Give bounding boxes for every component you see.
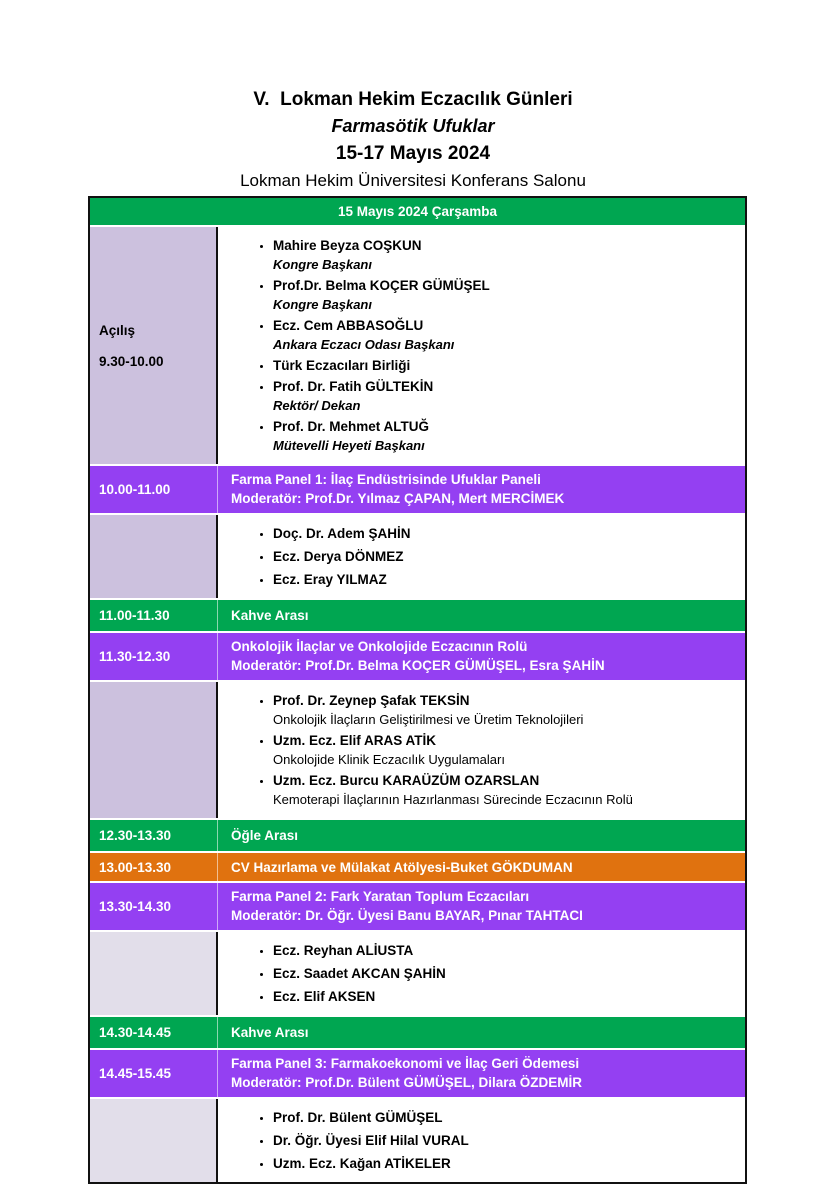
panel-title: Farma Panel 3: Farmakoekonomi ve İlaç Geri Ödemesi: [231, 1056, 580, 1071]
speaker-name: • Uzm. Ecz. Elif ARAS ATİK: [273, 733, 437, 748]
row-coffee-break-1: [90, 598, 745, 631]
content-cell: [218, 1050, 745, 1097]
content-cell: [218, 633, 745, 680]
speaker-name: • Prof. Dr. Bülent GÜMÜŞEL: [273, 1110, 443, 1125]
speaker-name: • Ecz. Elif AKSEN: [273, 989, 376, 1004]
panel-title: Farma Panel 2: Fark Yaratan Toplum Eczacıları: [231, 889, 530, 904]
time-cell: [90, 932, 218, 1015]
content-cell: [218, 1099, 745, 1182]
content-cell: [218, 515, 745, 598]
session-time: 11.00-11.30: [99, 608, 170, 623]
speaker-name: • Prof.Dr. Belma KOÇER GÜMÜŞEL: [273, 278, 490, 293]
row-panel-1: [90, 464, 745, 513]
time-cell: [90, 682, 218, 818]
break-label: Kahve Arası: [218, 600, 745, 631]
speaker-item: [273, 771, 745, 809]
speaker-list: [218, 236, 745, 455]
session-time: 14.45-15.45: [99, 1066, 172, 1081]
panel-title: Farma Panel 1: İlaç Endüstrisinde Ufuklar Paneli: [231, 472, 541, 487]
speaker-item: [273, 964, 745, 983]
row-coffee-break-2: [90, 1015, 745, 1048]
speaker-name: • Türk Eczacıları Birliği: [273, 358, 411, 373]
speaker-name: • Mahire Beyza COŞKUN: [273, 238, 422, 253]
speaker-item: [273, 547, 745, 566]
speaker-item: [273, 731, 745, 769]
time-cell: [90, 1017, 218, 1048]
time-cell: [90, 1099, 218, 1182]
panel-moderator: Moderatör: Prof.Dr. Bülent GÜMÜŞEL, Dilara ÖZDEMİR: [231, 1075, 583, 1090]
time-cell: [90, 515, 218, 598]
session-time: 9.30-10.00: [99, 353, 164, 369]
break-label: Kahve Arası: [218, 1017, 745, 1048]
speaker-item: [273, 236, 745, 274]
time-cell: [90, 227, 218, 464]
content-cell: [218, 682, 745, 818]
panel-title: Onkolojik İlaçlar ve Onkolojide Eczacının Rolü: [231, 639, 528, 654]
row-panel-3: [90, 1048, 745, 1097]
speaker-item: [273, 1154, 745, 1173]
speaker-name: • Prof. Dr. Zeynep Şafak TEKSİN: [273, 693, 470, 708]
session-time: 13.30-14.30: [99, 899, 172, 914]
speaker-item: [273, 691, 745, 729]
session-label: Açılış: [99, 322, 136, 338]
content-cell: [218, 883, 745, 930]
speaker-item: [273, 570, 745, 589]
row-panel-3-speakers: [90, 1097, 745, 1182]
row-oncology-speakers: [90, 680, 745, 818]
speaker-name: • Uzm. Ecz. Burcu KARAÜZÜM OZARSLAN: [273, 773, 540, 788]
title-block: [0, 0, 826, 194]
page-title: V. Lokman Hekim Eczacılık Günleri: [253, 89, 573, 110]
session-time: 12.30-13.30: [99, 828, 172, 843]
schedule-table: [88, 196, 747, 1184]
talk-topic: Onkolojide Klinik Eczacılık Uygulamaları: [273, 752, 505, 767]
speaker-name: • Ecz. Cem ABBASOĞLU: [273, 318, 424, 333]
row-cv-workshop: [90, 851, 745, 881]
speaker-role: Ankara Eczacı Odası Başkanı: [273, 337, 455, 352]
speaker-item: [273, 1131, 745, 1150]
page-subtitle: Farmasötik Ufuklar: [331, 116, 495, 136]
time-cell: [90, 466, 218, 513]
content-cell: [218, 227, 745, 464]
speaker-list: [218, 691, 745, 809]
speaker-item: [273, 316, 745, 354]
speaker-item: [273, 377, 745, 415]
row-lunch-break: [90, 818, 745, 851]
speaker-item: [273, 356, 745, 375]
speaker-item: [273, 276, 745, 314]
row-opening-session: [90, 225, 745, 464]
row-panel-1-speakers: [90, 513, 745, 598]
row-panel-2: [90, 881, 745, 930]
time-cell: [90, 820, 218, 851]
speaker-name: • Prof. Dr. Mehmet ALTUĞ: [273, 419, 430, 434]
speaker-list: [218, 1108, 745, 1173]
speaker-role: Mütevelli Heyeti Başkanı: [273, 438, 425, 453]
speaker-name: • Uzm. Ecz. Kağan ATİKELER: [273, 1156, 451, 1171]
talk-topic: Onkolojik İlaçların Geliştirilmesi ve Üretim Teknolojileri: [273, 712, 584, 727]
speaker-name: • Ecz. Saadet AKCAN ŞAHİN: [273, 966, 446, 981]
panel-moderator: Moderatör: Dr. Öğr. Üyesi Banu BAYAR, Pınar TAHTACI: [231, 908, 583, 923]
session-time: 13.00-13.30: [99, 859, 172, 875]
speaker-item: [273, 417, 745, 455]
speaker-role: Kongre Başkanı: [273, 297, 372, 312]
session-time: 10.00-11.00: [99, 482, 171, 497]
row-oncology-session: [90, 631, 745, 680]
time-cell: [90, 600, 218, 631]
time-cell: [90, 1050, 218, 1097]
talk-topic: Kemoterapi İlaçlarının Hazırlanması Sürecinde Eczacının Rolü: [273, 792, 633, 807]
speaker-role: Kongre Başkanı: [273, 257, 372, 272]
speaker-role: Rektör/ Dekan: [273, 398, 361, 413]
workshop-label: CV Hazırlama ve Mülakat Atölyesi-Buket GÖKDUMAN: [218, 853, 745, 881]
speaker-name: • Ecz. Reyhan ALİUSTA: [273, 943, 414, 958]
panel-moderator: Moderatör: Prof.Dr. Belma KOÇER GÜMÜŞEL, Esra ŞAHİN: [231, 658, 605, 673]
event-dates: 15-17 Mayıs 2024: [335, 143, 491, 164]
speaker-list: [218, 524, 745, 589]
panel-moderator: Moderatör: Prof.Dr. Yılmaz ÇAPAN, Mert MERCİMEK: [231, 491, 565, 506]
speaker-name: • Doç. Dr. Adem ŞAHİN: [273, 526, 411, 541]
speaker-item: [273, 941, 745, 960]
speaker-item: [273, 1108, 745, 1127]
content-cell: [218, 466, 745, 513]
time-cell: [90, 883, 218, 930]
break-label: Öğle Arası: [218, 820, 745, 851]
time-cell: [90, 853, 218, 881]
spacer: [99, 338, 216, 354]
content-cell: [218, 932, 745, 1015]
event-venue: Lokman Hekim Üniversitesi Konferans Salonu: [240, 171, 586, 190]
speaker-name: • Prof. Dr. Fatih GÜLTEKİN: [273, 379, 434, 394]
speaker-name: • Dr. Öğr. Üyesi Elif Hilal VURAL: [273, 1133, 469, 1148]
time-cell: [90, 633, 218, 680]
day-header: 15 Mayıs 2024 Çarşamba: [90, 198, 745, 225]
speaker-name: • Ecz. Derya DÖNMEZ: [273, 549, 404, 564]
session-time: 14.30-14.45: [99, 1025, 172, 1040]
session-time: 11.30-12.30: [99, 649, 171, 664]
speaker-name: • Ecz. Eray YILMAZ: [273, 572, 387, 587]
speaker-item: [273, 524, 745, 543]
speaker-list: [218, 941, 745, 1006]
speaker-item: [273, 987, 745, 1006]
row-panel-2-speakers: [90, 930, 745, 1015]
